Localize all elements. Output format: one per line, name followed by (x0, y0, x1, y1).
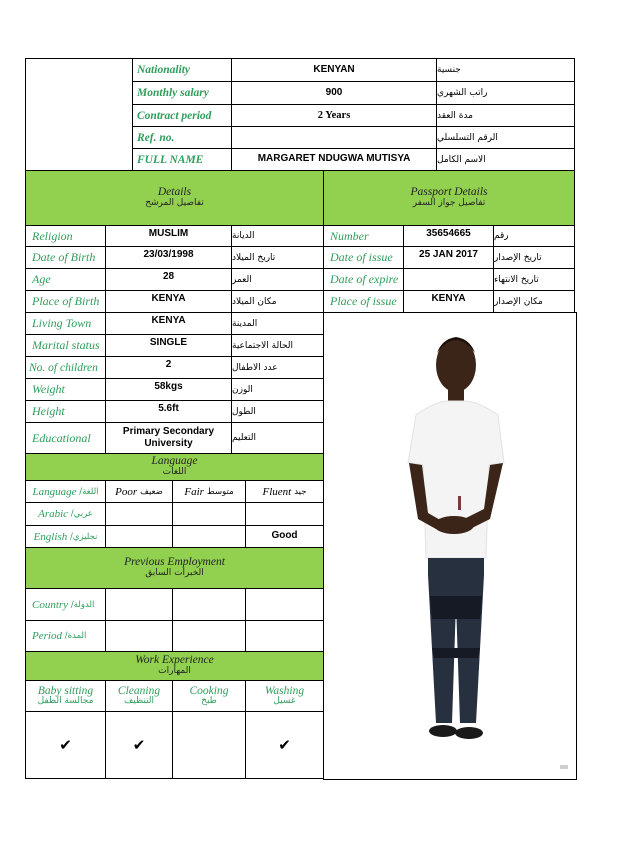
expiry-date-value (403, 268, 494, 291)
arabic-row-label (25, 502, 106, 526)
skill-cleaning (105, 680, 173, 712)
skill-label-ar: غسيل (273, 696, 296, 707)
age-label: Age (25, 268, 106, 291)
ref-no-label: Ref. no. (132, 126, 232, 149)
english-label: English (33, 530, 68, 543)
language-title-ar: اللغات (162, 467, 187, 478)
skill-baby-sitting (25, 680, 106, 712)
passport-title-ar: تفاصيل جواز السفر (412, 198, 486, 209)
marital-status-value: SINGLE (105, 334, 232, 357)
place-of-issue-value: KENYA (403, 290, 494, 313)
period-cell-2 (172, 620, 246, 652)
baby-sitting-check-cell (25, 711, 106, 779)
arabic-label: Arabic (38, 508, 69, 520)
employment-section-header (25, 547, 324, 589)
poor-col-header (105, 480, 173, 503)
english-label-ar: /نجليزي (69, 531, 98, 542)
children-label-ar: عدد الاطفال (231, 356, 324, 379)
country-row-label (25, 588, 106, 621)
english-fluent-cell: Good (245, 525, 324, 548)
small-marker-icon (560, 765, 568, 769)
fair-label-ar: متوسط (206, 486, 234, 497)
work-title: Work Experience (135, 653, 214, 666)
leggings-shape (428, 558, 484, 723)
monthly-salary-value: 900 (231, 81, 437, 105)
religion-value: MUSLIM (105, 225, 232, 247)
height-label-ar: الطول (231, 400, 324, 423)
work-title-ar: المهارات (158, 666, 191, 677)
place-of-issue-label: Place of issue (323, 290, 404, 313)
nationality-label-ar: جنسية (436, 58, 575, 82)
place-of-birth-label: Place of Birth (25, 290, 106, 313)
education-label-ar: التعليم (231, 422, 324, 454)
details-title-ar: تفاصيل المرشح (145, 198, 204, 209)
fair-col-header (172, 480, 246, 503)
right-foot-shape (455, 727, 483, 739)
contract-period-label-ar: مدة العقد (436, 104, 575, 127)
weight-value: 58kgs (105, 378, 232, 401)
issue-date-label: Date of issue (323, 246, 404, 269)
country-cell-2 (172, 588, 246, 621)
living-town-label-ar: المدينة (231, 312, 324, 335)
skill-label: Washing (264, 684, 305, 697)
ref-no-value (231, 126, 437, 149)
date-of-birth-value: 23/03/1998 (105, 246, 232, 269)
issue-date-value: 25 JAN 2017 (403, 246, 494, 269)
weight-label-ar: الوزن (231, 378, 324, 401)
period-label: Period (32, 630, 62, 642)
passport-section-header (323, 170, 575, 226)
monthly-salary-label: Monthly salary (132, 81, 232, 105)
skill-washing (245, 680, 324, 712)
language-col-header (25, 480, 106, 503)
religion-label-ar: الديانة (231, 225, 324, 247)
language-section-header (25, 453, 324, 481)
candidate-photo (323, 312, 577, 780)
contract-period-label: Contract period (132, 104, 232, 127)
english-poor-cell (105, 525, 173, 548)
hands-shape (434, 516, 474, 534)
employment-title-ar: الخبرات السابق (145, 568, 204, 579)
cleaning-check-cell (105, 711, 173, 779)
fluent-label: Fluent (262, 485, 292, 498)
expiry-date-label-ar: تاريخ الانتهاء (493, 268, 575, 291)
checkmark-icon: ✔ (278, 736, 291, 754)
nationality-value: KENYAN (231, 58, 437, 82)
details-title: Details (157, 185, 192, 198)
poor-label: Poor (115, 485, 138, 498)
marital-status-label-ar: الحالة الاجتماعية (231, 334, 324, 357)
cooking-check-cell (172, 711, 246, 779)
weight-label: Weight (25, 378, 106, 401)
language-title: Language (151, 454, 198, 467)
nationality-label: Nationality (132, 58, 232, 82)
skill-label-ar: مجالسة الطفل (37, 696, 94, 707)
religion-label: Religion (25, 225, 106, 247)
education-value: Primary Secondary University (105, 422, 232, 454)
skill-label: Baby sitting (37, 684, 94, 697)
checkmark-icon: ✔ (59, 736, 72, 754)
place-of-birth-label-ar: مكان الميلاد (231, 290, 324, 313)
children-value: 2 (105, 356, 232, 379)
passport-number-value: 35654665 (403, 225, 494, 247)
skill-label: Cooking (189, 684, 229, 697)
country-cell-3 (245, 588, 324, 621)
english-row-label (25, 525, 106, 548)
fair-label: Fair (184, 485, 204, 498)
full-name-label-ar: الاسم الكامل (436, 148, 575, 171)
work-section-header (25, 651, 324, 681)
height-label: Height (25, 400, 106, 423)
place-of-issue-label-ar: مكان الإصدار (493, 290, 575, 313)
country-label: Country (32, 598, 69, 611)
passport-number-label: Number (323, 225, 404, 247)
monthly-salary-label-ar: راتب الشهري (436, 81, 575, 105)
contract-period-value: 2 Years (231, 104, 437, 127)
person-photo-illustration (324, 313, 574, 777)
details-section-header (25, 170, 324, 226)
fluent-col-header (245, 480, 324, 503)
country-cell-1 (105, 588, 173, 621)
expiry-date-label: Date of expire (323, 268, 404, 291)
english-fair-cell (172, 525, 246, 548)
period-label-ar: /المدة (64, 631, 87, 641)
age-label-ar: العمر (231, 268, 324, 291)
date-of-birth-label: Date of Birth (25, 246, 106, 269)
arabic-poor-cell (105, 502, 173, 526)
language-col-label: Language (32, 485, 77, 498)
period-cell-3 (245, 620, 324, 652)
arabic-fair-cell (172, 502, 246, 526)
arabic-fluent-cell (245, 502, 324, 526)
left-foot-shape (429, 725, 457, 737)
age-value: 28 (105, 268, 232, 291)
skill-cooking (172, 680, 246, 712)
skill-label: Cleaning (117, 684, 161, 697)
period-row-label (25, 620, 106, 652)
children-label: No. of children (25, 356, 106, 379)
living-town-value: KENYA (105, 312, 232, 335)
employment-title: Previous Employment (124, 555, 225, 568)
skill-label-ar: التنظيف (123, 696, 155, 707)
checkmark-icon: ✔ (132, 736, 146, 754)
poor-label-ar: ضعيف (140, 486, 163, 497)
skill-label-ar: طبخ (201, 696, 217, 707)
full-name-label: FULL NAME (132, 148, 232, 171)
full-name-value: MARGARET NDUGWA MUTISYA (231, 148, 437, 171)
education-label: Educational (25, 422, 106, 454)
arabic-label-ar: /عربي (70, 509, 93, 519)
passport-title: Passport Details (410, 185, 488, 198)
date-of-birth-label-ar: تاريخ الميلاد (231, 246, 324, 269)
washing-check-cell (245, 711, 324, 779)
fluent-label-ar: جيد (294, 486, 307, 497)
language-col-label-ar: /اللغة (79, 486, 99, 497)
living-town-label: Living Town (25, 312, 106, 335)
top-left-blank-cell (25, 58, 133, 171)
period-cell-1 (105, 620, 173, 652)
place-of-birth-value: KENYA (105, 290, 232, 313)
marital-status-label: Marital status (25, 334, 106, 357)
height-value: 5.6ft (105, 400, 232, 423)
passport-number-label-ar: رقم (493, 225, 575, 247)
ref-no-label-ar: الرقم التسلسلي (436, 126, 575, 149)
issue-date-label-ar: تاريخ الإصدار (493, 246, 575, 269)
country-label-ar: /الدولة (70, 599, 95, 610)
